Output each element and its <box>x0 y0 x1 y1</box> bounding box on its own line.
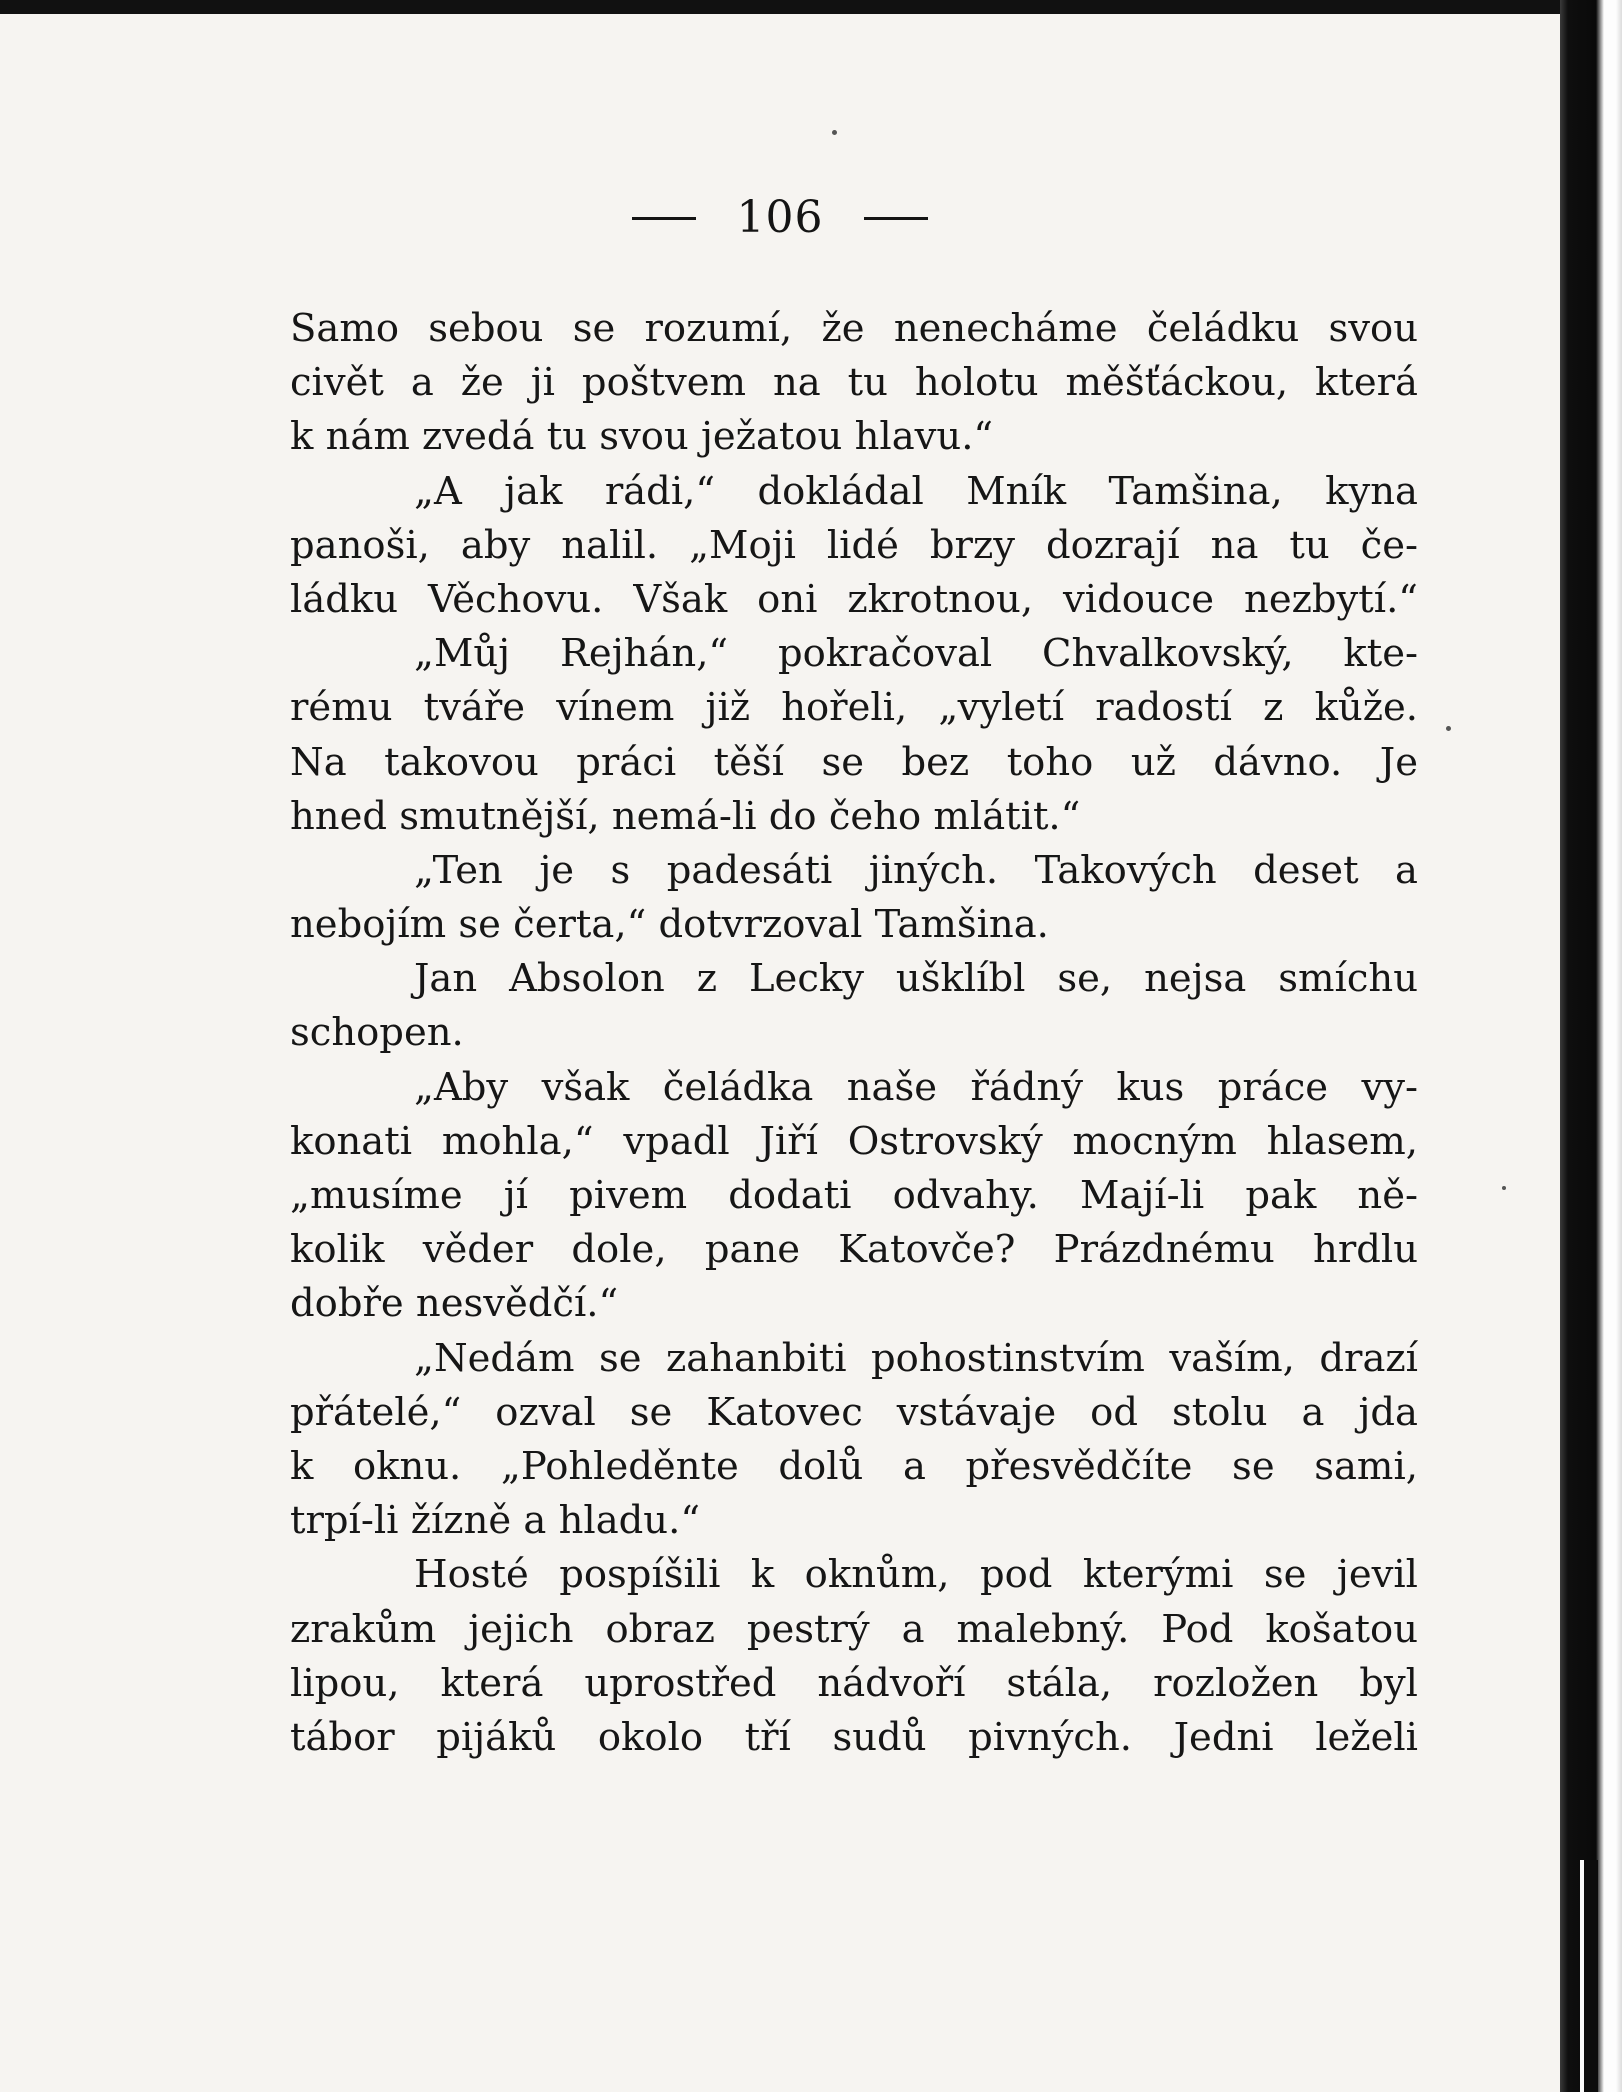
text-line: „Ten je s padesáti jiných. Takových deset a <box>414 847 1418 893</box>
scan-speck <box>832 130 837 135</box>
scan-right-border <box>1560 0 1622 2092</box>
text-line: k nám zvedá tu svou ježatou hlavu.“ <box>290 414 994 460</box>
text-line: panoši, aby nalil. „Moji lidé brzy dozrají na tu če- <box>290 522 1418 568</box>
text-line: schopen. <box>290 1010 464 1056</box>
text-line: civět a že ji poštvem na tu holotu měšťáckou, která <box>290 360 1418 406</box>
text-line: kolik věder dole, pane Katovče? Prázdnému hrdlu <box>290 1227 1418 1273</box>
text-line: trpí-li žízně a hladu.“ <box>290 1498 701 1544</box>
text-line: „Aby však čeládka naše řádný kus práce vy- <box>414 1064 1418 1110</box>
text-line: přátelé,“ ozval se Katovec vstávaje od stolu a jda <box>290 1389 1418 1435</box>
text-line: Hosté pospíšili k oknům, pod kterými se jevil <box>414 1552 1418 1598</box>
text-line: Na takovou práci těší se bez toho už dávno. Je <box>290 739 1418 785</box>
scan-speck <box>1502 1186 1506 1190</box>
text-line: nebojím se čerta,“ dotvrzoval Tamšina. <box>290 902 1049 948</box>
scan-speck <box>1446 726 1451 731</box>
page-number <box>0 192 1560 243</box>
scan-top-border <box>0 0 1560 14</box>
page-number-dash-right <box>864 217 928 220</box>
text-line: Jan Absolon z Lecky ušklíbl se, nejsa smíchu <box>414 956 1418 1002</box>
body-text <box>290 302 1418 1765</box>
scan-right-border-notch <box>1580 1860 1598 2092</box>
page-number-dash-left <box>632 217 696 220</box>
page-number-value: 106 <box>736 192 824 243</box>
text-line: ládku Věchovu. Však oni zkrotnou, vidouce nezbytí.“ <box>290 576 1418 622</box>
text-line: zrakům jejich obraz pestrý a malebný. Pod košatou <box>290 1606 1418 1652</box>
text-line: „A jak rádi,“ dokládal Mník Tamšina, kyna <box>414 468 1418 514</box>
text-line: hned smutnější, nemá-li do čeho mlátit.“ <box>290 793 1081 839</box>
text-line: konati mohla,“ vpadl Jiří Ostrovský mocným hlasem, <box>290 1118 1418 1164</box>
text-line: „musíme jí pivem dodati odvahy. Mají-li pak ně- <box>290 1173 1418 1218</box>
text-line: „Nedám se zahanbiti pohostinstvím vaším, drazí <box>414 1335 1418 1381</box>
text-line: tábor pijáků okolo tří sudů pivných. Jedni leželi <box>290 1714 1418 1760</box>
text-line: rému tváře vínem již hořeli, „vyletí radostí z kůže. <box>290 685 1418 731</box>
text-line: lipou, která uprostřed nádvoří stála, rozložen byl <box>290 1660 1418 1706</box>
text-line: Samo sebou se rozumí, že nenecháme čeládku svou <box>290 306 1418 351</box>
text-line: k oknu. „Pohleděnte dolů a přesvědčíte se sami, <box>290 1443 1418 1489</box>
text-line: dobře nesvědčí.“ <box>290 1281 619 1327</box>
text-line: „Můj Rejhán,“ pokračoval Chvalkovský, kte- <box>414 631 1418 677</box>
